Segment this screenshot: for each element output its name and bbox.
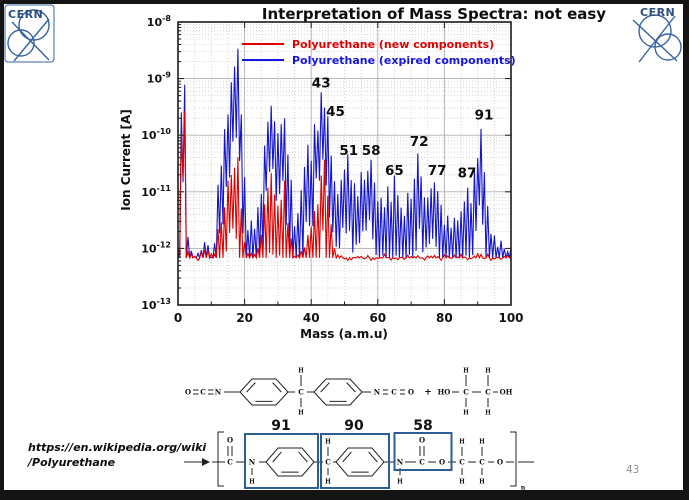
atom-label: H: [298, 367, 304, 375]
peak-label-58: 58: [361, 142, 381, 159]
svg-text:10-8: $10^{-8}$: [146, 14, 171, 29]
atom-label: H: [249, 478, 255, 486]
svg-text:10-13: $10^{-13}$: [141, 297, 171, 312]
atom-label: H: [463, 367, 469, 375]
peak-label-45: 45: [326, 103, 345, 120]
atom-label: H: [485, 409, 491, 417]
svg-text:0: 0: [173, 311, 183, 325]
peak-label-87: 87: [457, 165, 477, 182]
atom-label: C: [227, 457, 233, 467]
atom-label: O: [418, 435, 426, 445]
atom-label: O: [407, 387, 415, 397]
atom-label: O: [438, 457, 446, 467]
atom-label: H: [298, 409, 304, 417]
atom-label: +: [424, 387, 432, 398]
atom-label: C: [391, 387, 397, 397]
svg-text:100: 100: [498, 311, 524, 325]
atom-label: H: [325, 438, 331, 446]
atom-label: C: [485, 387, 491, 397]
atom-label: C: [479, 457, 485, 467]
cern-wordmark-right: CERN: [640, 6, 676, 19]
atom-label: H: [479, 478, 485, 486]
atom-label: n: [520, 484, 526, 490]
legend-item-expired: [242, 52, 516, 68]
atom-label: C: [200, 387, 206, 397]
peak-label-51: 51: [339, 142, 359, 159]
atom-label: H: [479, 438, 485, 446]
legend-label-new: Polyurethane (new components): [292, 37, 495, 51]
peak-label-43: 43: [311, 75, 331, 92]
atom-label: H: [397, 478, 403, 486]
svg-text:20: 20: [236, 311, 253, 325]
atom-label: H: [325, 478, 331, 486]
svg-text:80: 80: [436, 311, 453, 325]
cern-wordmark-left: CERN: [8, 8, 44, 21]
slide-title: Interpretation of Mass Spectra: not easy: [261, 5, 607, 23]
atom-label: O: [184, 387, 192, 397]
atom-label: H: [463, 409, 469, 417]
atom-label: H: [485, 367, 491, 375]
svg-text:10-11: $10^{-11}$: [141, 183, 171, 199]
atom-label: C: [419, 457, 425, 467]
svg-text:10-12: $10^{-12}$: [141, 240, 171, 256]
left-bracket: [218, 432, 224, 486]
source-url: [28, 441, 206, 470]
atom-label: H: [459, 478, 465, 486]
right-bracket: [510, 432, 516, 486]
x-axis-title: Mass (a.m.u): [300, 327, 388, 341]
svg-text:10-10: $10^{-10}$: [141, 127, 171, 143]
peak-label-72: 72: [409, 133, 429, 150]
polymer-structure: [182, 414, 542, 490]
source-url-line1: https://en.wikipedia.org/wiki: [28, 441, 207, 454]
atom-label: O: [226, 435, 234, 445]
atom-label: N: [214, 387, 222, 397]
legend-item-new: [242, 36, 516, 52]
chart-legend: [242, 36, 516, 68]
atom-label: N: [373, 387, 381, 397]
fragment-mass-label-58: 58: [413, 418, 433, 434]
peak-label-65: 65: [385, 162, 404, 179]
fragment-mass-label-91: 91: [271, 418, 291, 434]
atom-label: C: [325, 457, 331, 467]
atom-label: C: [298, 387, 304, 397]
peak-label-91: 91: [474, 107, 494, 124]
reactants-bonds: [193, 375, 498, 407]
atom-label: N: [248, 457, 256, 467]
atom-label: O: [496, 457, 504, 467]
slide: [4, 4, 683, 490]
reactants-structure: [181, 362, 526, 422]
page-number: 43: [626, 464, 640, 476]
legend-label-expired: Polyurethane (expired components): [292, 53, 516, 67]
fragment-mass-label-90: 90: [344, 418, 364, 434]
svg-text:60: 60: [369, 311, 387, 325]
atom-label: OH: [499, 387, 513, 397]
atom-label: HO: [437, 387, 451, 397]
atom-label: C: [459, 457, 465, 467]
legend-line-blue: [242, 59, 284, 62]
legend-line-red: [242, 43, 284, 46]
atom-label: N: [396, 457, 404, 467]
svg-text:40: 40: [302, 311, 320, 325]
source-url-line2: /Polyurethane: [28, 455, 116, 469]
cern-logo-left: [4, 4, 56, 64]
atom-label: C: [463, 387, 469, 397]
fragment-box-90: [321, 434, 389, 488]
y-axis-title: Ion Current [A]: [119, 109, 133, 211]
peak-label-77: 77: [427, 162, 447, 179]
atom-label: H: [459, 438, 465, 446]
svg-text:10-9: $10^{-9}$: [146, 70, 171, 86]
